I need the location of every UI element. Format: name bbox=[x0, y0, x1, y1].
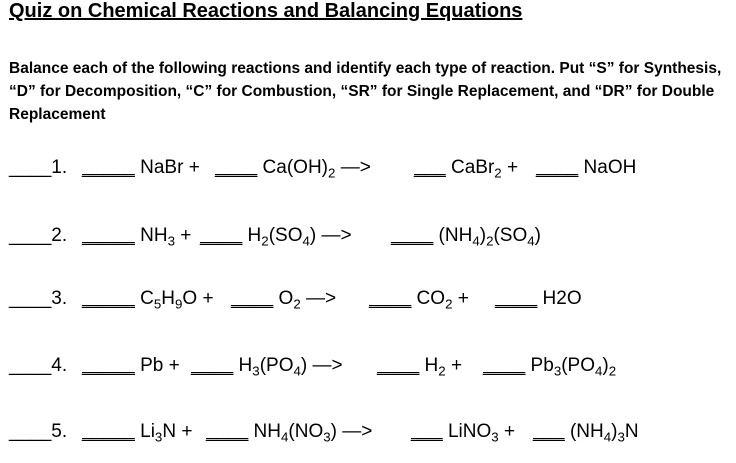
question-5 bbox=[9, 421, 731, 451]
reactant-1: _____ $NH_3$ + bbox=[82, 225, 192, 249]
quiz-title: Quiz on Chemical Reactions and Balancing Equations bbox=[9, 0, 523, 22]
product-2: ___ $(NH_4)_3N$ bbox=[533, 421, 639, 445]
question-4 bbox=[9, 355, 731, 385]
product-1: ____ $CO_2$ + bbox=[369, 288, 469, 312]
product-1: ____ $(NH_4)_2(SO_4)$ bbox=[391, 225, 541, 249]
instructions: Balance each of the following reactions and identify each type of reaction. Put “S” for Synthesis, “D” for Decomposition, “C” for Combustion, “SR” for Single Replacement, and “DR” for Double Replacement bbox=[9, 60, 722, 123]
question-number: ____1. bbox=[9, 157, 68, 178]
reactant-2: ____ $H_3(PO_4)$ —> bbox=[191, 355, 343, 379]
question-number: ____3. bbox=[9, 288, 68, 309]
reactant-1: _____ Pb + bbox=[82, 355, 180, 376]
question-1 bbox=[9, 157, 731, 187]
reactant-2: ____ $Ca(OH)_2$ —> bbox=[215, 157, 371, 181]
reactant-2: ____ $NH_4(NO_3)$ —> bbox=[206, 421, 373, 445]
product-2: ____ $Pb_3(PO_4)_2$ bbox=[483, 355, 617, 379]
product-1: ____ $H_2$ + bbox=[377, 355, 463, 379]
product-2: ____ H2O bbox=[495, 288, 582, 309]
question-3 bbox=[9, 288, 731, 318]
reactant-2: ____ $O_2$ —> bbox=[231, 288, 337, 312]
product-2: ____ NaOH bbox=[536, 157, 637, 178]
reactant-1: _____ NaBr + bbox=[82, 157, 200, 178]
question-number: ____5. bbox=[9, 421, 68, 442]
reactant-1: _____ $C_5H_9O$ + bbox=[82, 288, 214, 312]
reactant-2: ____ $H_2(SO_4)$ —> bbox=[200, 225, 352, 249]
question-2 bbox=[9, 225, 731, 255]
question-number: ____4. bbox=[9, 355, 68, 376]
product-1: ___ LiNO$_3$ + bbox=[411, 421, 516, 445]
reactant-1: _____ $Li_3N$ + bbox=[82, 421, 193, 445]
question-number: ____2. bbox=[9, 225, 68, 246]
product-1: ___ CaBr$_2$ + bbox=[414, 157, 519, 181]
